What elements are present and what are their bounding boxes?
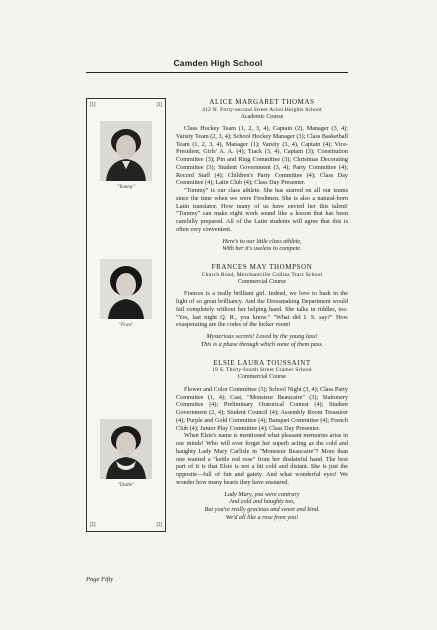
entry-thomas (176, 98, 348, 253)
entry-description: When Elsie's name is mentioned what pleasant memories arise in our minds! Who will ever forget her superb acting as the cold and haughty Lady Mary Carlisle in "Monsieur Beaucaire"? More than one wanted a "kettle red rose" from her disdainful hand. The best part of it is that Elsie is not a bit cold and distant. She is just the opposite—full of fun and gaiety. And what wonderful eyes! We wonder how many hearts they have ensnared. (176, 432, 348, 486)
entry-course: Academic Course (240, 113, 284, 120)
verse-line: Mysterious secrets! Loved by the young lass! (206, 333, 318, 341)
biography-entries (176, 98, 348, 532)
entry-course: Commercial Course (237, 278, 287, 285)
page-header: Camden High School (173, 58, 263, 68)
verse-line: We'd all like a rose from you! (225, 513, 299, 521)
portrait-caption-1: "Tommy" (116, 185, 136, 190)
corner-mark-top-left: [1] (90, 102, 96, 108)
portrait-caption-2: "Fran" (118, 323, 134, 328)
portrait-photo-1 (100, 121, 152, 181)
entry-activities: Class Hockey Team (1, 2, 3, 4), Captain (2), Manager (3, 4); Varsity Team (2, 3, 4); School Hockey Manager (3); Class Basketball Team (1, 2, 3, 4), Manager (1); Varsity (3, 4), Captain (4); Vice-President, Girls' A. A. (4); Track (3, 4), Captain (3); Constitution Committee (3); Pin and Ring Committee (3); Christmas Decorating Committee (3); Student Government (3, 4); Party Committee (4); Record Staff (4); Children's Party Committee (4); Class Day Committee (4); Latin Club (4); Class Day Presenter. (176, 125, 348, 187)
entry-verse (176, 491, 348, 522)
entry-activities: Flower and Color Committee (3); School Night (3, 4); Class Party Committee (1, 4); Cast, "Monsieur Beaucaire" (3); Stationery Committee (4); Preliminary Oratorical Contest (4); Student Government (2, 4); Student Council (4); Assembly Room Treasurer (4); Purple and Gold Committee (4); Banquet Committee (4); French Club (4); Junior Play Committee (4); Class Day Presenter. (176, 385, 348, 432)
entry-verse (176, 333, 348, 349)
portrait-1-image (100, 121, 152, 181)
corner-mark-top-right: [1] (156, 102, 162, 108)
portrait-caption-3: "Dodie" (117, 483, 135, 488)
entry-description: Frances is a really brilliant girl. Indeed, we love to bask in the light of so great brilliancy. And the Dressmaking Department would fail completely without her helping hand. She talks in riddles, too. "Yes, last night Q. R., you know." "What did I. S. say?" How exasperating are the codes of the locker room! (176, 290, 348, 329)
entry-toussaint (176, 359, 348, 522)
entry-thompson (176, 263, 348, 348)
entry-name: ELSIE LAURA TOUSSAINT (213, 358, 311, 367)
page-number: Page Fifty (86, 576, 114, 583)
portrait-photo-2 (100, 259, 152, 319)
entry-address: 412 N. Forty-second Street Arion Heights School (202, 106, 322, 113)
entry-address: Church Road, Merchantville Collins Tract School (201, 271, 323, 278)
corner-mark-bottom-right: [1] (156, 522, 162, 528)
entry-verse (176, 238, 348, 254)
verse-line: But you're really gracious and sweet and kind. (204, 506, 320, 514)
header-rule (86, 72, 348, 73)
entry-course: Commercial Course (237, 374, 287, 381)
photo-strip (86, 98, 166, 532)
entry-name: FRANCES MAY THOMPSON (211, 263, 313, 272)
portrait-3-image (100, 419, 152, 479)
verse-line: And cold and haughty too, (229, 498, 295, 506)
verse-line: With her it's useless to compete. (222, 245, 302, 253)
portrait-photo-3 (100, 419, 152, 479)
entry-description: "Tommy" is our class athlete. She has starred on all our teams since the time when we were Freshmen. She is also a natural-born Latin translator. How many of us have envied her this talent! "Tommy" can make eight work sound like a lesson that has been carefully prepared. All of the Latin students will agree that this is often very convenient. (176, 187, 348, 233)
portrait-2-image (100, 259, 152, 319)
verse-line: Here's to our little class athlete, (222, 237, 302, 245)
corner-mark-bottom-left: [1] (90, 522, 96, 528)
entry-address: 19 S. Thirty-fourth Street Cramer School (212, 367, 312, 374)
entry-name: ALICE MARGARET THOMAS (209, 98, 315, 106)
verse-line: This is a phase through which some of them pass. (200, 340, 324, 348)
verse-line: Lady Mary, you were contrary (224, 490, 300, 498)
